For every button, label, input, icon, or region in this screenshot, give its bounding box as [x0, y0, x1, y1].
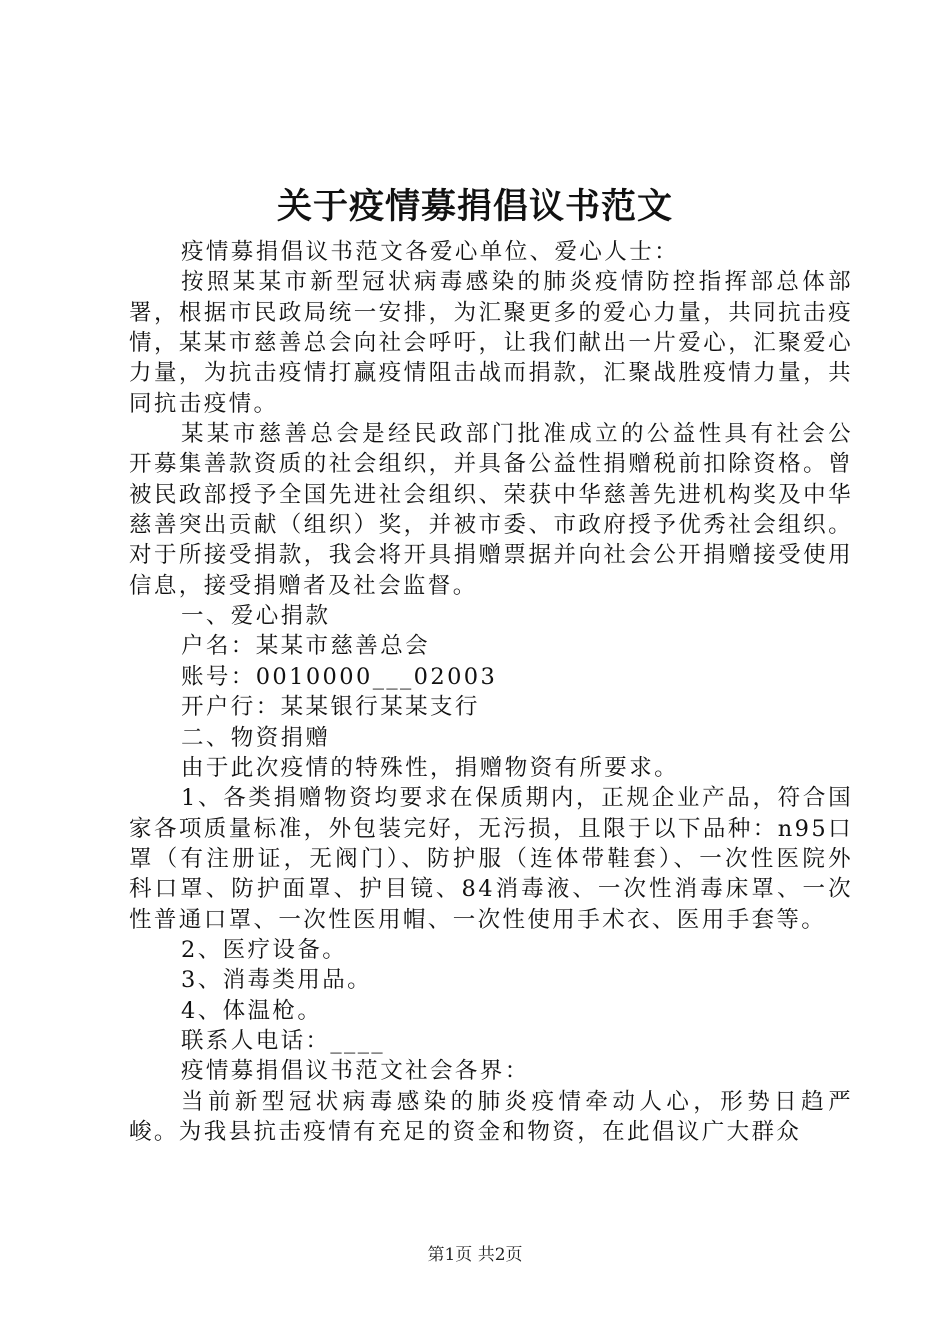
list-item-material-4: 4、体温枪。 — [181, 997, 323, 1024]
paragraph-second-greeting: 疫情募捐倡议书范文社会各界： — [181, 1058, 530, 1085]
account-bank: 开户行：某某银行某某支行 — [181, 694, 480, 721]
paragraph-second-intro: 当前新型冠状病毒感染的肺炎疫情牵动人心，形势日趋严峻。为我县抗击疫情有充足的资金和物资，在此倡议广大群众 — [129, 1088, 853, 1145]
list-item-material-2: 2、医疗设备。 — [181, 936, 348, 963]
section-heading-donation: 一、爱心捐款 — [181, 603, 331, 630]
paragraph-organization: 某某市慈善总会是经民政部门批准成立的公益性具有社会公开募集善款资质的社会组织，并具备公益性捐赠税前扣除资格。曾被民政部授予全国先进社会组织、荣获中华慈善先进机构奖及中华慈善突出贡献（组织）奖，并被市委、市政府授予优秀社会组织。对于所接受捐款，我会将开具捐赠票据并向社会公开捐赠接受使用信息，接受捐赠者及社会监督。 — [129, 421, 853, 599]
paragraph-intro: 按照某某市新型冠状病毒感染的肺炎疫情防控指挥部总体部署，根据市民政局统一安排，为汇聚更多的爱心力量，共同抗击疫情，某某市慈善总会向社会呼吁，让我们献出一片爱心，汇聚爱心力量，为抗击疫情打赢疫情阻击战而捐款，汇聚战胜疫情力量，共同抗击疫情。 — [129, 269, 853, 417]
section-heading-materials: 二、物资捐赠 — [181, 724, 331, 751]
document-title: 关于疫情募捐倡议书范文 — [276, 186, 673, 227]
list-item-material-1: 1、各类捐赠物资均要求在保质期内，正规企业产品，符合国家各项质量标准，外包装完好，无污损，且限于以下品种：n95口罩（有注册证，无阀门）、防护服（连体带鞋套）、一次性医院外科口罩、防护面罩、护目镜、84消毒液、一次性消毒床罩、一次性普通口罩、一次性医用帽、一次性使用手术衣、医用手套等。 — [129, 785, 853, 933]
document-body — [129, 237, 853, 1147]
paragraph-greeting: 疫情募捐倡议书范文各爱心单位、爱心人士： — [181, 239, 680, 265]
page-footer: 第1页 共2页 — [427, 1245, 523, 1265]
account-number: 账号：0010000___02003 — [181, 663, 498, 690]
account-name: 户名：某某市慈善总会 — [181, 633, 431, 660]
contact-phone: 联系人电话：____ — [181, 1027, 386, 1054]
list-item-material-3: 3、消毒类用品。 — [181, 967, 373, 994]
paragraph-material-requirements: 由于此次疫情的特殊性，捐赠物资有所要求。 — [181, 754, 680, 781]
